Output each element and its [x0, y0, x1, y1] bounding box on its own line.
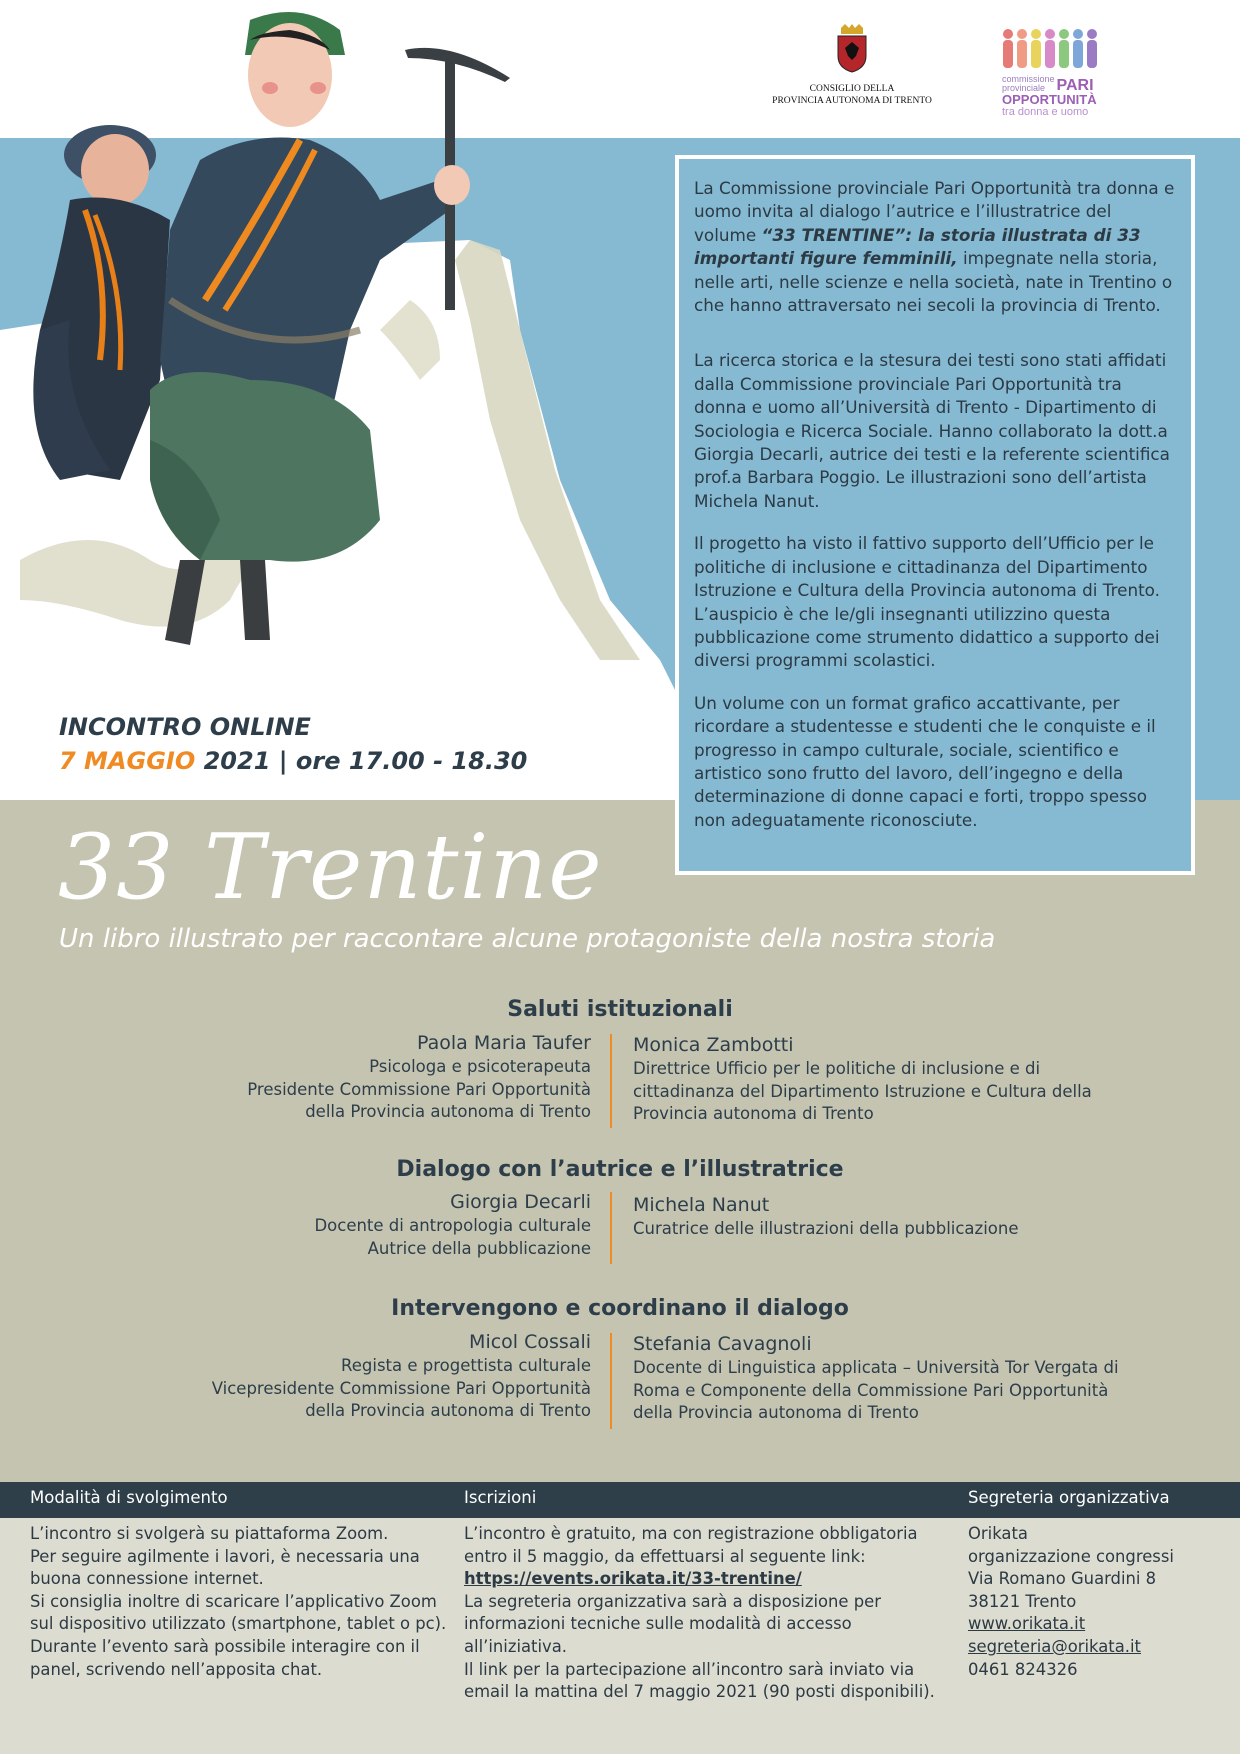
iscrizioni-line: informazioni tecniche sulle modalità di accesso	[464, 1614, 852, 1634]
consiglio-caption-line1: CONSIGLIO DELLA	[809, 84, 895, 94]
po-logo-pari: PARI	[1056, 77, 1094, 94]
intro-p1-text-a: La Commissione provinciale Pari Opportunità tra donna e uomo invita al dialogo l’autrice e l’illustratrice del volume	[694, 178, 1175, 245]
speaker-decarli	[314, 1190, 591, 1260]
modalita-line: panel, scrivendo nell’apposita chat.	[30, 1659, 323, 1679]
intro-paragraph-2: La ricerca storica e la stesura dei testi sono stati affidati dalla Commissione provinciale Pari Opportunità tra donna e uomo all’Università di Trento - Dipartimento di Sociologia e Ricerca Sociale. Hanno collaborato la dott.a Giorgia Decarli, autrice dei testi e la referente scientifica prof.a Barbara Poggio. Le illustrazioni sono dell’artista Michela Nanut.	[694, 350, 1170, 511]
people-figures-icon	[1002, 28, 1102, 70]
speaker-role: Docente di Linguistica applicata – Università Tor Vergata di	[633, 1358, 1119, 1377]
footer-segreteria-text	[968, 1523, 1174, 1681]
iscrizioni-line: entro il 5 maggio, da effettuarsi al seguente link:	[464, 1546, 866, 1566]
footer-modalita-text	[30, 1523, 446, 1681]
modalita-line: sul dispositivo utilizzato (smartphone, tablet o pc).	[30, 1614, 447, 1634]
speaker-divider	[610, 1333, 612, 1429]
po-logo-opportunita: OPPORTUNITÀ	[1002, 92, 1097, 107]
speaker-name: Monica Zambotti	[633, 1034, 794, 1056]
consiglio-logo	[752, 24, 952, 107]
modalita-line: Per seguire agilmente i lavori, è necessaria una	[30, 1546, 420, 1566]
main-title: 33 Trentine	[58, 815, 603, 920]
po-logo-small1: commissione	[1002, 74, 1055, 84]
speaker-role: Autrice della pubblicazione	[367, 1238, 591, 1258]
footer-heading-modalita: Modalità di svolgimento	[30, 1488, 228, 1507]
section-title-saluti: Saluti istituzionali	[507, 997, 733, 1022]
modalita-line: buona connessione internet.	[30, 1569, 264, 1589]
speaker-role: della Provincia autonoma di Trento	[305, 1102, 591, 1121]
mountaineers-illustration	[0, 0, 680, 800]
footer-heading-iscrizioni: Iscrizioni	[464, 1488, 537, 1507]
speaker-divider	[610, 1192, 612, 1264]
segreteria-line: Orikata	[968, 1524, 1028, 1543]
iscrizioni-line: email la mattina del 7 maggio 2021 (90 posti disponibili).	[464, 1682, 935, 1702]
speaker-role: cittadinanza del Dipartimento Istruzione e Cultura della	[633, 1081, 1092, 1101]
intro-paragraph-1	[694, 177, 1177, 317]
phone-number: 0461 824326	[968, 1659, 1078, 1679]
footer-iscrizioni-text	[464, 1523, 935, 1704]
intro-text-box	[675, 155, 1195, 875]
speaker-role: Presidente Commissione Pari Opportunità	[247, 1079, 591, 1099]
speaker-role: Provincia autonoma di Trento	[633, 1104, 874, 1123]
modalita-line: Si consiglia inoltre di scaricare l’applicativo Zoom	[30, 1591, 437, 1611]
event-label: INCONTRO ONLINE	[59, 713, 311, 741]
event-date: 7 MAGGIO	[59, 747, 196, 775]
speaker-role: Psicologa e psicoterapeuta	[369, 1057, 591, 1076]
section-title-intervengono: Intervengono e coordinano il dialogo	[391, 1296, 849, 1321]
speaker-name: Michela Nanut	[633, 1194, 770, 1216]
iscrizioni-line: L’incontro è gratuito, ma con registrazione obbligatoria	[464, 1524, 918, 1543]
email-link[interactable]: segreteria@orikata.it	[968, 1636, 1141, 1656]
section-title-dialogo: Dialogo con l’autrice e l’illustratrice	[396, 1157, 844, 1182]
po-logo-tra: tra donna e uomo	[1002, 106, 1089, 118]
speaker-role: Direttrice Ufficio per le politiche di inclusione e di	[633, 1059, 1041, 1078]
event-time: 2021 | ore 17.00 - 18.30	[195, 747, 528, 775]
segreteria-line: organizzazione congressi	[968, 1546, 1174, 1566]
coat-of-arms-icon	[835, 24, 869, 74]
speaker-role: Vicepresidente Commissione Pari Opportunità	[211, 1378, 591, 1398]
intro-paragraph-3: Il progetto ha visto il fattivo supporto dell’Ufficio per le politiche di inclusione e cittadinanza del Dipartimento Istruzione e Cultura della Provincia autonoma di Trento. L’auspicio è che le/gli insegnanti utilizzino questa pubblicazione come strumento didattico a supporto dei diversi programmi scolastici.	[694, 533, 1160, 671]
speaker-role: della Provincia autonoma di Trento	[633, 1403, 919, 1422]
segreteria-line: Via Romano Guardini 8	[968, 1569, 1157, 1589]
iscrizioni-line: La segreteria organizzativa sarà a disposizione per	[464, 1591, 881, 1611]
event-datetime	[59, 747, 527, 775]
speaker-divider	[610, 1034, 612, 1128]
speaker-cavagnoli	[633, 1332, 1119, 1425]
intro-p1-book-title: “33 TRENTINE”: la storia illustrata di 33 importanti figure femminili,	[694, 224, 1141, 269]
speaker-cossali	[212, 1330, 591, 1423]
subtitle: Un libro illustrato per raccontare alcune protagoniste della nostra storia	[59, 924, 996, 954]
speaker-taufer	[247, 1031, 591, 1124]
pari-opportunita-logo	[1002, 28, 1112, 118]
iscrizioni-line: Il link per la partecipazione all’incontro sarà inviato via	[464, 1659, 915, 1679]
speaker-role: della Provincia autonoma di Trento	[305, 1401, 591, 1420]
po-logo-small2: provinciale	[1002, 83, 1046, 93]
speaker-name: Paola Maria Taufer	[417, 1032, 591, 1054]
intro-p1-text-c: impegnate nella storia, nelle arti, nelle scienze e nella società, nate in Trentino o che hanno attraversato nei secoli la provincia di Trento.	[694, 248, 1173, 316]
speaker-zambotti	[633, 1033, 1092, 1126]
speaker-role: Roma e Componente della Commissione Pari Opportunità	[633, 1380, 1109, 1400]
consiglio-caption-line2: PROVINCIA AUTONOMA DI TRENTO	[772, 96, 932, 106]
modalita-line: Durante l’evento sarà possibile interagire con il	[30, 1636, 420, 1656]
website-link[interactable]: www.orikata.it	[968, 1614, 1086, 1634]
registration-link[interactable]: https://events.orikata.it/33-trentine/	[464, 1569, 802, 1589]
iscrizioni-line: all’iniziativa.	[464, 1636, 567, 1656]
footer-heading-segreteria: Segreteria organizzativa	[968, 1488, 1170, 1507]
speaker-name: Giorgia Decarli	[450, 1191, 591, 1213]
speaker-name: Stefania Cavagnoli	[633, 1333, 812, 1355]
intro-paragraph-4: Un volume con un format grafico accattivante, per ricordare a studentesse e studenti che le conquiste e il progresso in campo culturale, sociale, scientifico e artistico sono frutto del lavoro, dell’ingegno e della determinazione di donne capaci e forti, troppo spesso non adeguatamente riconosciute.	[694, 692, 1156, 830]
speaker-role: Curatrice delle illustrazioni della pubblicazione	[633, 1219, 1019, 1238]
speaker-nanut	[633, 1193, 1019, 1241]
speaker-role: Docente di antropologia culturale	[314, 1216, 591, 1235]
speaker-role: Regista e progettista culturale	[341, 1356, 591, 1375]
modalita-line: L’incontro si svolgerà su piattaforma Zoom.	[30, 1524, 389, 1543]
segreteria-line: 38121 Trento	[968, 1591, 1077, 1611]
speaker-name: Micol Cossali	[469, 1331, 591, 1353]
